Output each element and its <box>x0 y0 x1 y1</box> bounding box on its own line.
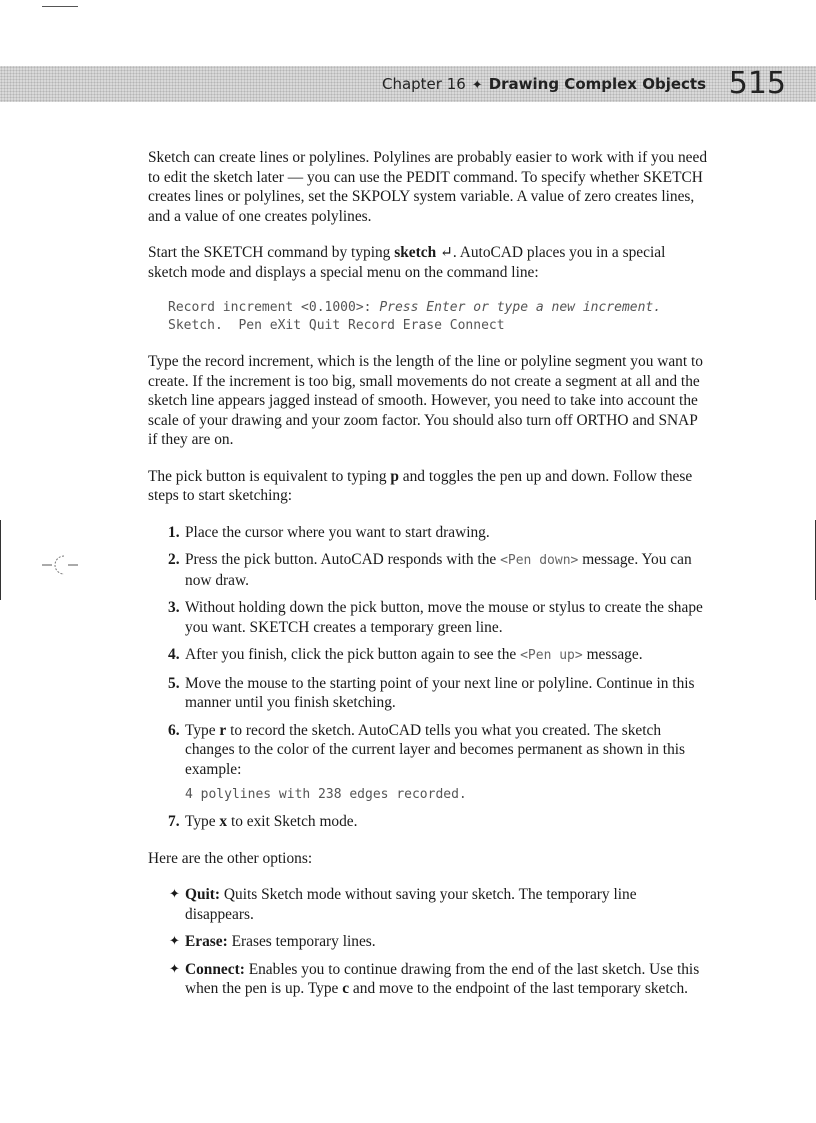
pen-up-code: <Pen up> <box>520 648 583 663</box>
option-term: Quit: <box>185 886 221 903</box>
start-text-after: . AutoCAD places you in a special sketch mode and displays a special menu on the command line: <box>148 244 666 281</box>
header-separator-icon: ✦ <box>471 78 483 93</box>
options-intro: Here are the other options: <box>148 849 313 867</box>
command-line-example <box>168 299 708 335</box>
step-number: 5. <box>168 674 180 692</box>
step-text: After you finish, click the pick button again to see the <box>185 646 521 663</box>
bullet-icon: ✦ <box>169 934 180 949</box>
chapter-label: Chapter 16 <box>381 75 466 93</box>
step-text: Press the pick button. AutoCAD responds with the <box>185 551 501 568</box>
step-number: 4. <box>168 646 180 663</box>
step-text: Move the mouse to the starting point of your next line or polyline. Continue in this manner until you finish sketching. <box>185 674 695 711</box>
step-text: Place the cursor where you want to start drawing. <box>185 523 490 541</box>
step-text-after: message. You can now draw. <box>185 551 692 589</box>
step-number: 7. <box>168 813 180 830</box>
step-text: Type <box>185 721 220 739</box>
step-6 <box>148 721 708 805</box>
step-text: Type <box>185 813 220 830</box>
option-term: Connect: <box>185 960 245 978</box>
step-5 <box>148 674 708 713</box>
step-text: Without holding down the pick button, move the mouse or stylus to create the shape you want. SKETCH creates a temporary green line. <box>185 599 703 636</box>
option-text-after: and move to the endpoint of the last temporary sketch. <box>349 980 689 997</box>
running-head <box>382 71 706 97</box>
step-number: 1. <box>168 523 180 541</box>
bullet-icon: ✦ <box>169 887 180 902</box>
pick-key: p <box>390 467 399 485</box>
option-quit <box>148 885 708 924</box>
step-4 <box>148 645 708 666</box>
margin-line-left <box>0 520 1 600</box>
start-text: Start the SKETCH command by typing <box>148 244 395 261</box>
command-prompt: Record increment <0.1000>: <box>168 300 380 315</box>
connect-key: c <box>342 980 350 997</box>
pick-text: The pick button is equivalent to typing <box>148 467 391 485</box>
recorded-output-code: 4 polylines with 238 edges recorded. <box>185 787 467 802</box>
step-number: 3. <box>168 599 180 616</box>
command-prompt-hint: Press Enter or type a new increment. <box>379 300 662 315</box>
crop-mark-icon <box>40 552 80 578</box>
steps-list <box>148 523 708 832</box>
step-text-after: message. <box>582 646 643 663</box>
step-2 <box>148 550 708 590</box>
increment-paragraph: Type the record increment, which is the length of the line or polyline segment you want to create. If the increment is too big, small movements do not create a segment at all and the sketch line appears jagged instead of smooth. However, you need to take into account the scale of your drawing and your zoom factor. You should also turn off ORTHO and SNAP if they are on. <box>148 353 703 448</box>
step-number: 2. <box>168 551 180 568</box>
page-content <box>148 148 708 1007</box>
option-erase <box>148 932 708 952</box>
intro-paragraph: Sketch can create lines or polylines. Polylines are probably easier to work with if you need to edit the sketch later — you can use the PEDIT command. To specify whether SKETCH creates lines or polylines, set the SKPOLY system variable. A value of zero creates lines, and a value of one creates polylines. <box>148 149 708 225</box>
option-text: Erases temporary lines. <box>227 933 376 950</box>
page-number: 515 <box>728 66 786 101</box>
corner-rule <box>42 6 78 7</box>
option-text: Quits Sketch mode without saving your sketch. The temporary line disappears. <box>185 886 637 923</box>
options-list <box>148 885 708 999</box>
step-1 <box>148 523 708 543</box>
bullet-icon: ✦ <box>169 961 180 977</box>
record-key: r <box>219 721 227 739</box>
step-text-after: to record the sketch. AutoCAD tells you what you created. The sketch changes to the color of the current layer and becomes permanent as shown in this example: <box>185 721 686 778</box>
command-menu: Sketch. Pen eXit Quit Record Erase Connect <box>168 318 505 333</box>
exit-key: x <box>219 813 228 830</box>
pen-down-code: <Pen down> <box>500 553 579 568</box>
start-paragraph <box>148 243 708 282</box>
sketch-command: sketch <box>394 244 437 261</box>
step-text-after: to exit Sketch mode. <box>227 813 358 830</box>
step-7 <box>148 812 708 832</box>
option-term: Erase: <box>185 933 228 950</box>
step-3 <box>148 598 708 637</box>
chapter-title: Drawing Complex Objects <box>488 75 706 93</box>
option-connect <box>148 960 708 999</box>
step-number: 6. <box>168 721 180 739</box>
enter-key-icon: ↵ <box>440 244 453 261</box>
option-text: Enables you to continue drawing from the end of the last sketch. Use this when the pen is up. Type <box>185 960 700 997</box>
pick-paragraph <box>148 467 708 506</box>
pick-text-after: and toggles the pen up and down. Follow these steps to start sketching: <box>148 467 693 504</box>
